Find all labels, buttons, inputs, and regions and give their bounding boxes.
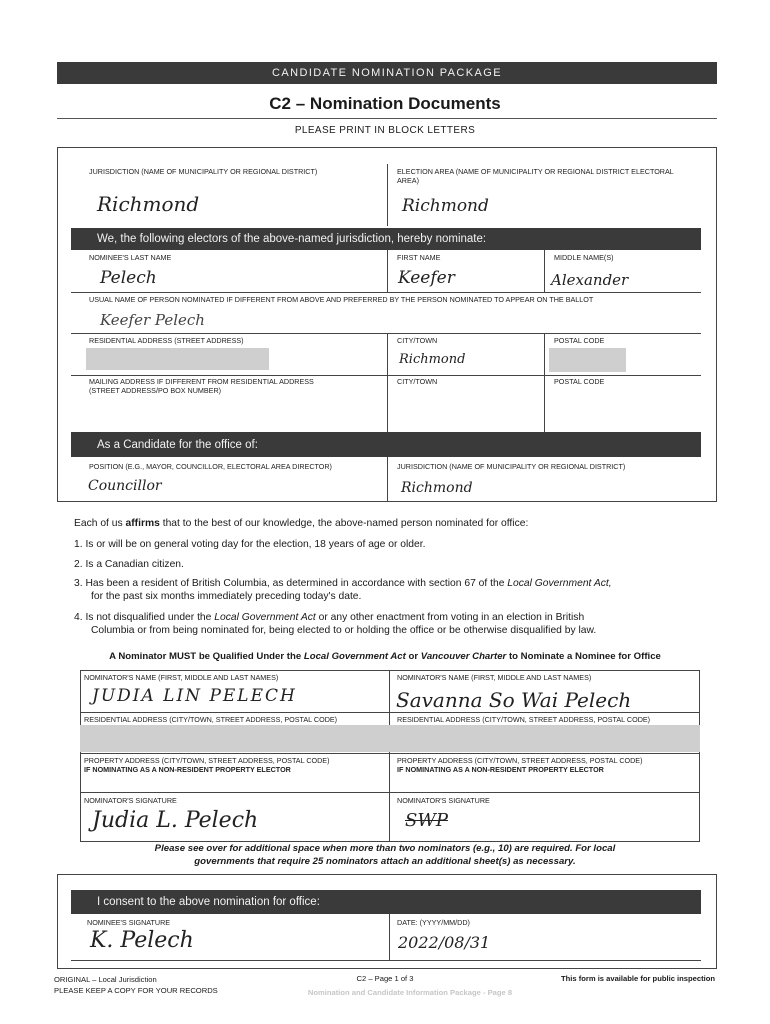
jurisdiction-label: JURISDICTION (NAME OF MUNICIPALITY OR REGIONAL DISTRICT) (89, 167, 318, 176)
nominee-band-text: We, the following electors of the above-named jurisdiction, hereby nominate: (97, 233, 487, 245)
nominator-heading-italic-1: Local Government Act (303, 651, 406, 662)
names-bottom-rule (71, 292, 701, 293)
consent-band (71, 890, 701, 914)
residential-address-redaction (86, 348, 269, 370)
first-name-label: FIRST NAME (397, 253, 441, 262)
nominator1-signature-label: NOMINATOR'S SIGNATURE (84, 796, 177, 805)
mail-divider-1 (387, 375, 388, 432)
mailing-postal-label: POSTAL CODE (554, 377, 605, 386)
last-name-label: NOMINEE'S LAST NAME (89, 253, 172, 262)
nominator2-signature[interactable]: SWP (405, 810, 448, 831)
election-area-value[interactable]: Richmond (402, 196, 489, 216)
affirmation-intro (74, 517, 714, 530)
nominator2-name-label: NOMINATOR'S NAME (FIRST, MIDDLE AND LAST NAMES) (397, 673, 592, 682)
affirmation-intro-pre: Each of us (74, 518, 126, 529)
nominator1-name-value[interactable]: JUDIA LIN PELECH (92, 686, 297, 706)
city-label: CITY/TOWN (397, 336, 438, 345)
affirmation-item-4-italic: Local Government Act (214, 612, 316, 623)
row1-divider (387, 164, 388, 226)
affirmation-item-4 (74, 611, 724, 637)
res-bottom-rule (71, 375, 701, 376)
affirmation-item-4-b: or any other enactment from voting in an election in British (315, 612, 585, 623)
consent-band-text: I consent to the above nomination for office: (97, 896, 320, 908)
office-band-text: As a Candidate for the office of: (97, 438, 258, 451)
consent-bottom-rule (71, 960, 701, 961)
title-divider (57, 118, 717, 119)
date-value[interactable]: 2022/08/31 (398, 933, 491, 952)
nominator-address-redaction (80, 725, 700, 752)
usual-name-label: USUAL NAME OF PERSON NOMINATED IF DIFFERENT FROM ABOVE AND PREFERRED BY THE PERSON NOMINATED TO APPEAR ON THE BALLOT (89, 295, 594, 304)
usual-name-value[interactable]: Keefer Pelech (100, 311, 205, 329)
nominator1-prop-label-line1: PROPERTY ADDRESS (CITY/TOWN, STREET ADDRESS, POSTAL CODE) (84, 756, 330, 765)
nominator2-prop-label-line2: IF NOMINATING AS A NON-RESIDENT PROPERTY ELECTOR (397, 764, 604, 774)
package-header-text: CANDIDATE NOMINATION PACKAGE (272, 67, 502, 79)
package-header-band (57, 62, 717, 84)
date-label: DATE: (YYYY/MM/DD) (397, 918, 470, 927)
nominator1-signature[interactable]: Judia L. Pelech (92, 808, 259, 833)
nominee-signature-label: NOMINEE'S SIGNATURE (87, 918, 171, 927)
additional-space-note (0, 842, 770, 868)
nominator2-signature-label: NOMINATOR'S SIGNATURE (397, 796, 490, 805)
office-divider (387, 457, 388, 502)
nominee-band (71, 228, 701, 250)
postal-code-label: POSTAL CODE (554, 336, 605, 345)
jurisdiction-value[interactable]: Richmond (97, 192, 200, 216)
office-jurisdiction-value[interactable]: Richmond (401, 480, 473, 496)
nominators-center-divider (389, 670, 390, 842)
affirmation-item-3-italic: Local Government Act, (507, 578, 612, 589)
affirmation-intro-bold: affirms (125, 518, 160, 529)
nominator1-res-label-line1: RESIDENTIAL ADDRESS (CITY/TOWN, STREET ADDRESS, POSTAL CODE) (84, 715, 338, 724)
mailing-address-label (89, 378, 314, 395)
last-name-value[interactable]: Pelech (100, 268, 157, 288)
usual-name-bottom-rule (71, 333, 701, 334)
election-area-label: ELECTION AREA (NAME OF MUNICIPALITY OR REGIONAL DISTRICT ELECTORAL AREA) (397, 167, 674, 185)
res-divider-2 (544, 333, 545, 375)
middle-name-label: MIDDLE NAME(S) (554, 253, 614, 262)
note-line-2: governments that require 25 nominators attach an additional sheet(s) as necessary. (194, 856, 576, 867)
footer-ghost-text: Nomination and Candidate Information Package - Page 8 (307, 988, 513, 997)
nominators-names-rule (80, 712, 700, 713)
nominator-heading-italic-2: Vancouver Charter (420, 651, 507, 662)
affirmation-item-3-a: 3. Has been a resident of British Columbia, as determined in accordance with section 67 of the (74, 578, 508, 589)
footer-keep-copy-note: PLEASE KEEP A COPY FOR YOUR RECORDS (54, 986, 218, 995)
nominator-heading-pre: A Nominator MUST be Qualified Under the (109, 651, 304, 662)
names-divider-1 (387, 250, 388, 292)
city-value[interactable]: Richmond (399, 352, 466, 367)
office-jurisdiction-label: JURISDICTION (NAME OF MUNICIPALITY OR REGIONAL DISTRICT) (397, 462, 626, 471)
office-band (71, 432, 701, 457)
nominator1-prop-label (84, 757, 329, 774)
nominator2-name-value[interactable]: Savanna So Wai Pelech (396, 688, 632, 712)
residential-address-label: RESIDENTIAL ADDRESS (STREET ADDRESS) (89, 336, 244, 345)
nominator1-name-label: NOMINATOR'S NAME (FIRST, MIDDLE AND LAST NAMES) (84, 673, 279, 682)
first-name-value[interactable]: Keefer (398, 268, 455, 288)
mailing-address-label-line1: MAILING ADDRESS IF DIFFERENT FROM RESIDENTIAL ADDRESS (89, 377, 314, 386)
affirmation-item-3 (74, 577, 724, 603)
footer-public-inspection: This form is available for public inspection (560, 974, 715, 983)
nominee-signature[interactable]: K. Pelech (90, 928, 194, 953)
nominator-heading-post: to Nominate a Nominee for Office (506, 651, 661, 662)
middle-name-value[interactable]: Alexander (551, 271, 629, 289)
nominators-prop-rule (80, 792, 700, 793)
nominator2-res-label-line1: RESIDENTIAL ADDRESS (CITY/TOWN, STREET ADDRESS, POSTAL CODE) (397, 715, 651, 724)
footer-original-note: ORIGINAL – Local Jurisdiction (54, 975, 157, 984)
affirmation-intro-post: that to the best of our knowledge, the above-named person nominated for office: (159, 518, 529, 529)
footer-page-number: C2 – Page 1 of 3 (356, 974, 414, 983)
mailing-city-label: CITY/TOWN (397, 377, 438, 386)
nominator-heading (0, 651, 770, 662)
print-instruction: PLEASE PRINT IN BLOCK LETTERS (294, 125, 476, 136)
document-title: C2 – Nomination Documents (269, 94, 501, 113)
mailing-address-label-line2: (STREET ADDRESS/PO BOX NUMBER) (89, 385, 222, 395)
position-label: POSITION (E.G., MAYOR, COUNCILLOR, ELECTORAL AREA DIRECTOR) (89, 462, 332, 471)
note-line-1: Please see over for additional space when more than two nominators (e.g., 10) are required. For local (154, 843, 616, 854)
affirmation-item-1: 1. Is or will be on general voting day for the election, 18 years of age or older. (74, 539, 426, 550)
nominator2-prop-label-line1: PROPERTY ADDRESS (CITY/TOWN, STREET ADDRESS, POSTAL CODE) (397, 756, 643, 765)
names-divider-2 (544, 250, 545, 292)
consent-divider (389, 914, 390, 960)
affirmation-item-2: 2. Is a Canadian citizen. (74, 559, 184, 570)
res-divider-1 (387, 333, 388, 375)
nominator-heading-mid: or (405, 651, 421, 662)
mail-divider-2 (544, 375, 545, 432)
affirmation-item-4-a: 4. Is not disqualified under the (74, 612, 215, 623)
nominators-res-rule (80, 753, 700, 754)
affirmation-item-4-c: Columbia or from being nominated for, being elected to or holding the office or be otherwise disqualified by law. (91, 625, 597, 636)
nominator1-prop-label-line2: IF NOMINATING AS A NON-RESIDENT PROPERTY ELECTOR (84, 764, 291, 774)
position-value[interactable]: Councillor (88, 478, 162, 494)
affirmation-item-3-b: for the past six months immediately preceding today's date. (91, 591, 362, 602)
postal-code-redaction (549, 348, 626, 372)
nominator2-prop-label (397, 757, 642, 774)
